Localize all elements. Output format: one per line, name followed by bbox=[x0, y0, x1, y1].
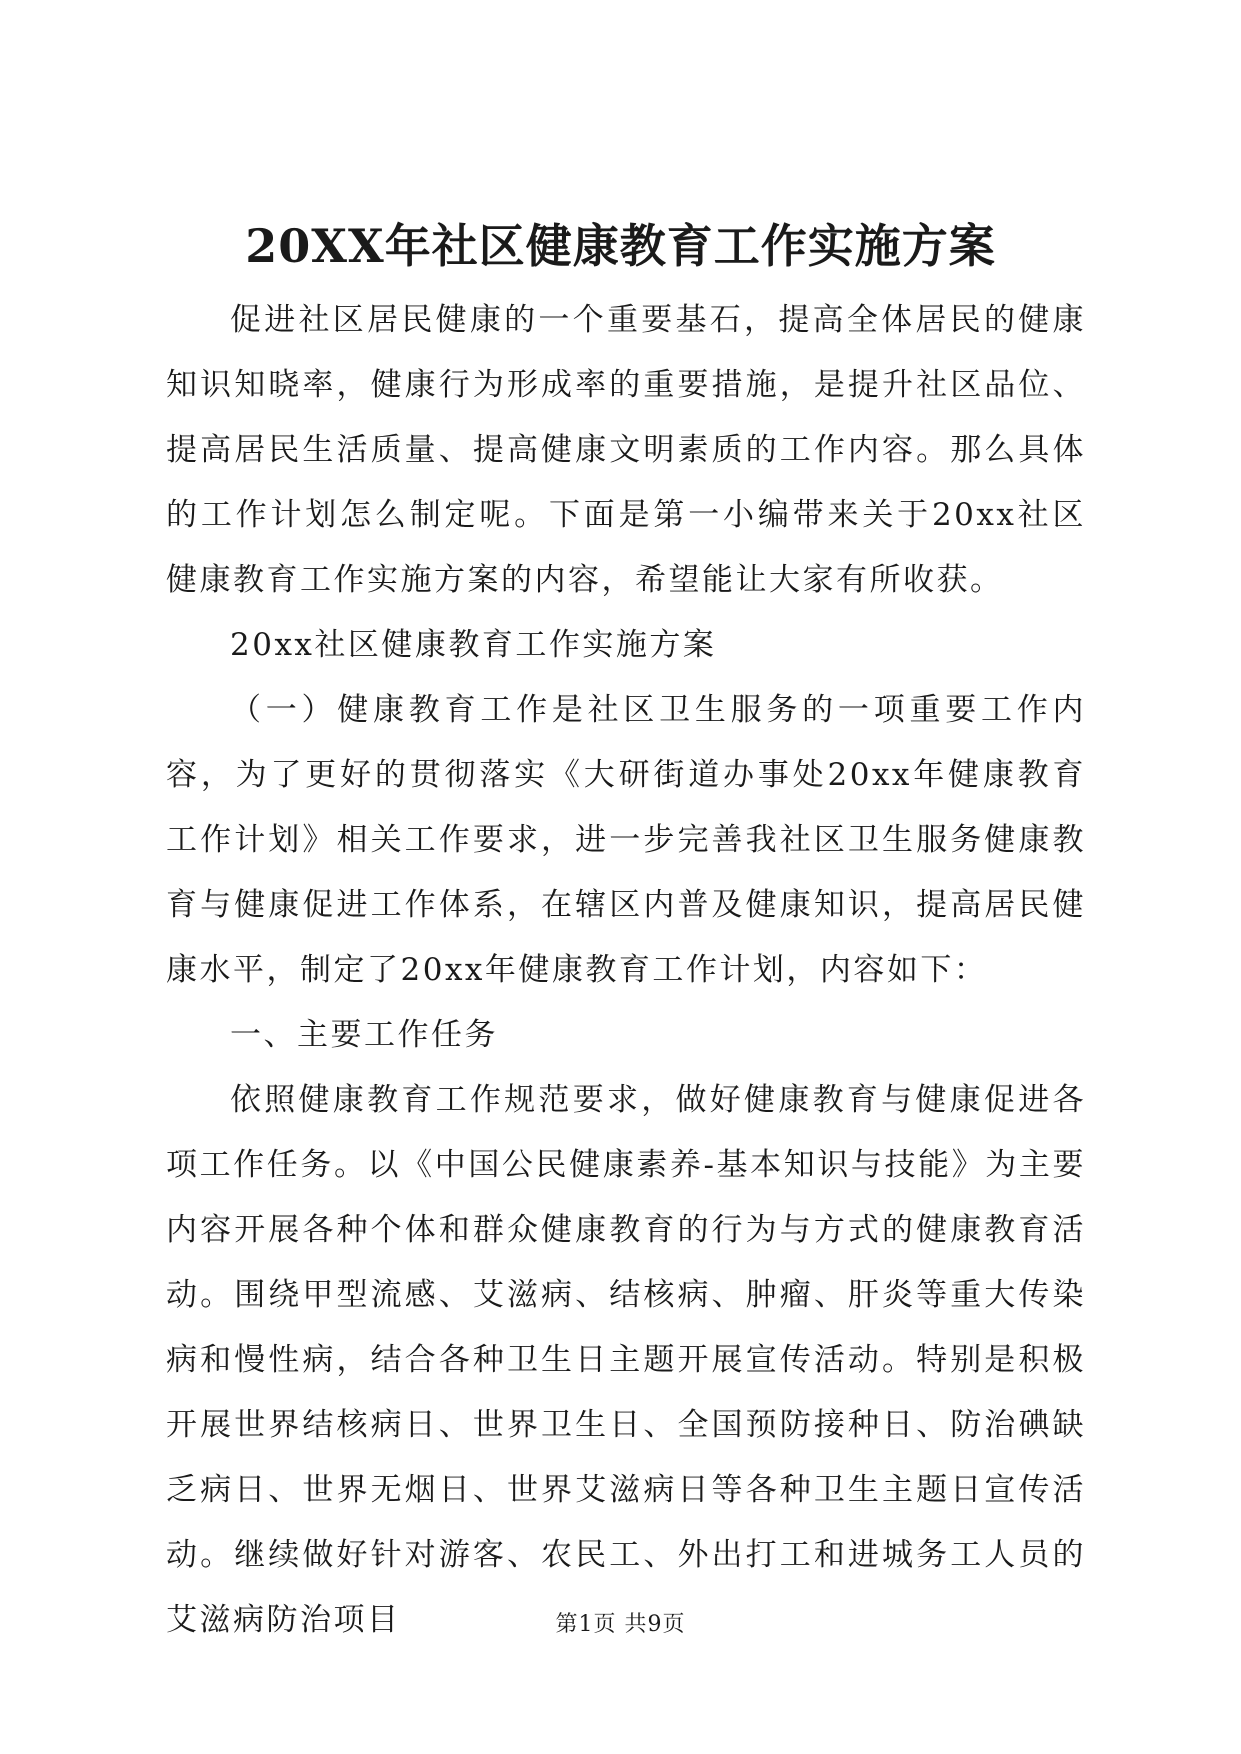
paragraph-main-tasks: 依照健康教育工作规范要求，做好健康教育与健康促进各项工作任务。以《中国公民健康素养-基本知识与技能》为主要内容开展各种个体和群众健康教育的行为与方式的健康教育活动。围绕甲型流感、艾滋病、结核病、肿瘤、肝炎等重大传染病和慢性病，结合各种卫生日主题开展宣传活动。特别是积极开展世界结核病日、世界卫生日、全国预防接种日、防治碘缺乏病日、世界无烟日、世界艾滋病日等各种卫生主题日宣传活动。继续做好针对游客、农民工、外出打工和进城务工人员的艾滋病防治项目 bbox=[166, 1082, 1086, 1638]
document-body bbox=[166, 288, 1086, 1653]
paragraph-section-1: （一）健康教育工作是社区卫生服务的一项重要工作内容，为了更好的贯彻落实《大研街道办事处20xx年健康教育工作计划》相关工作要求，进一步完善我社区卫生服务健康教育与健康促进工作体系，在辖区内普及健康知识，提高居民健康水平，制定了20xx年健康教育工作计划，内容如下： bbox=[166, 692, 1086, 988]
document-title: 20XX年社区健康教育工作实施方案 bbox=[245, 219, 996, 273]
paragraph-intro: 促进社区居民健康的一个重要基石，提高全体居民的健康知识知晓率，健康行为形成率的重要措施，是提升社区品位、提高居民生活质量、提高健康文明素质的工作内容。那么具体的工作计划怎么制定呢。下面是第一小编带来关于20xx社区健康教育工作实施方案的内容，希望能让大家有所收获。 bbox=[166, 302, 1086, 598]
page-number-footer: 第1页 共9页 bbox=[555, 1612, 686, 1637]
paragraph-heading-main-tasks: 一、主要工作任务 bbox=[230, 1017, 498, 1053]
paragraph-subtitle: 20xx社区健康教育工作实施方案 bbox=[230, 627, 717, 663]
